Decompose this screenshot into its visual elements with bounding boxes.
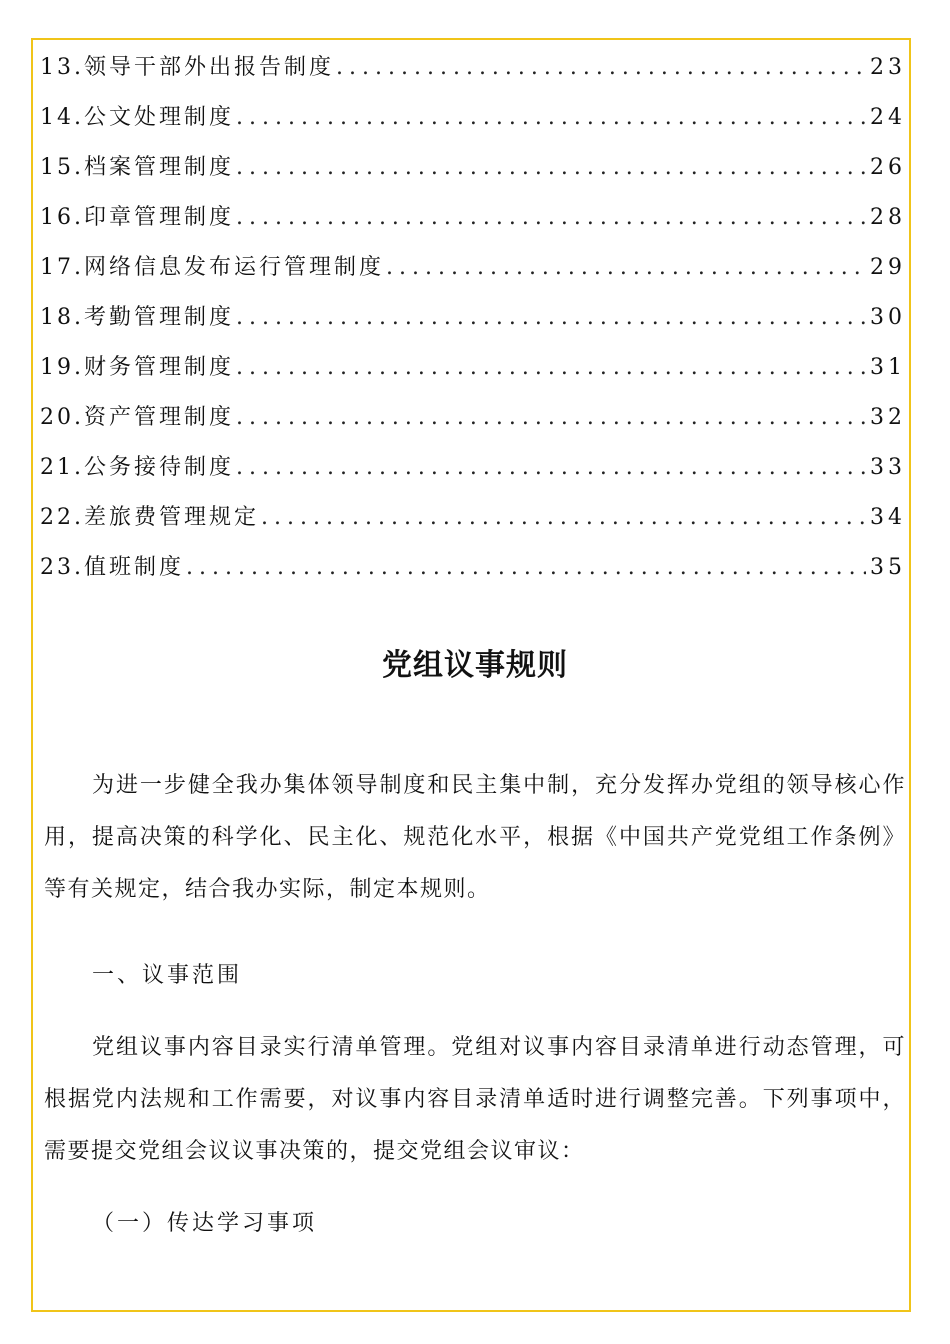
toc-entry-page: 26 [870,155,906,180]
toc-entry[interactable] [40,300,906,350]
toc-entry-page: 31 [870,355,906,380]
toc-entry-number: 19. [40,355,84,380]
toc-entry-title: 公文处理制度 [84,105,235,130]
toc-entry-number: 13. [40,55,84,80]
toc-entry[interactable] [40,450,906,500]
toc-dot-leader [236,105,866,130]
subsection-heading: （一）传达学习事项 [92,1211,318,1236]
toc-entry[interactable] [40,550,906,600]
toc-entry-number: 23. [40,555,84,580]
toc-dot-leader [386,255,866,280]
toc-entry-page: 24 [870,105,906,130]
toc-dot-leader [186,555,866,580]
toc-entry-page: 34 [870,505,906,530]
toc-entry[interactable] [40,400,906,450]
toc-dot-leader [261,505,866,530]
toc-entry-title: 财务管理制度 [84,355,235,380]
toc-dot-leader [236,405,866,430]
toc-entry-title: 档案管理制度 [84,155,235,180]
toc-entry-title: 公务接待制度 [84,455,235,480]
toc-entry-title: 值班制度 [84,555,185,580]
toc-entry[interactable] [40,50,906,100]
toc-dot-leader [336,55,866,80]
toc-entry-title: 考勤管理制度 [84,305,235,330]
toc-entry-page: 28 [870,205,906,230]
toc-entry-number: 16. [40,205,84,230]
table-of-contents [40,50,906,600]
toc-entry-title: 印章管理制度 [84,205,235,230]
toc-entry-number: 14. [40,105,84,130]
toc-dot-leader [236,155,866,180]
toc-entry[interactable] [40,500,906,550]
toc-entry-title: 差旅费管理规定 [84,505,260,530]
toc-entry[interactable] [40,100,906,150]
toc-entry-page: 30 [870,305,906,330]
toc-entry-number: 15. [40,155,84,180]
toc-entry-number: 21. [40,455,84,480]
toc-entry-title: 领导干部外出报告制度 [84,55,335,80]
toc-dot-leader [236,455,866,480]
toc-entry-page: 29 [870,255,906,280]
toc-entry-title: 资产管理制度 [84,405,235,430]
toc-entry[interactable] [40,250,906,300]
intro-paragraph: 为进一步健全我办集体领导制度和民主集中制，充分发挥办党组的领导核心作用，提高决策的科学化、民主化、规范化水平，根据《中国共产党党组工作条例》等有关规定，结合我办实际，制定本规则。 [44,773,906,902]
section-heading: 一、议事范围 [92,963,243,988]
document-title: 党组议事规则 [382,648,568,683]
toc-entry[interactable] [40,150,906,200]
section-paragraph: 党组议事内容目录实行清单管理。党组对议事内容目录清单进行动态管理，可根据党内法规和工作需要，对议事内容目录清单适时进行调整完善。下列事项中，需要提交党组会议议事决策的，提交党组会议审议： [44,1035,906,1164]
toc-entry-page: 35 [870,555,906,580]
toc-entry-number: 20. [40,405,84,430]
toc-entry-number: 18. [40,305,84,330]
toc-entry-page: 33 [870,455,906,480]
toc-dot-leader [236,305,866,330]
toc-dot-leader [236,355,866,380]
toc-entry-number: 22. [40,505,84,530]
toc-entry[interactable] [40,200,906,250]
toc-entry[interactable] [40,350,906,400]
toc-entry-number: 17. [40,255,84,280]
toc-entry-page: 32 [870,405,906,430]
toc-dot-leader [236,205,866,230]
toc-entry-page: 23 [870,55,906,80]
toc-entry-title: 网络信息发布运行管理制度 [84,255,385,280]
